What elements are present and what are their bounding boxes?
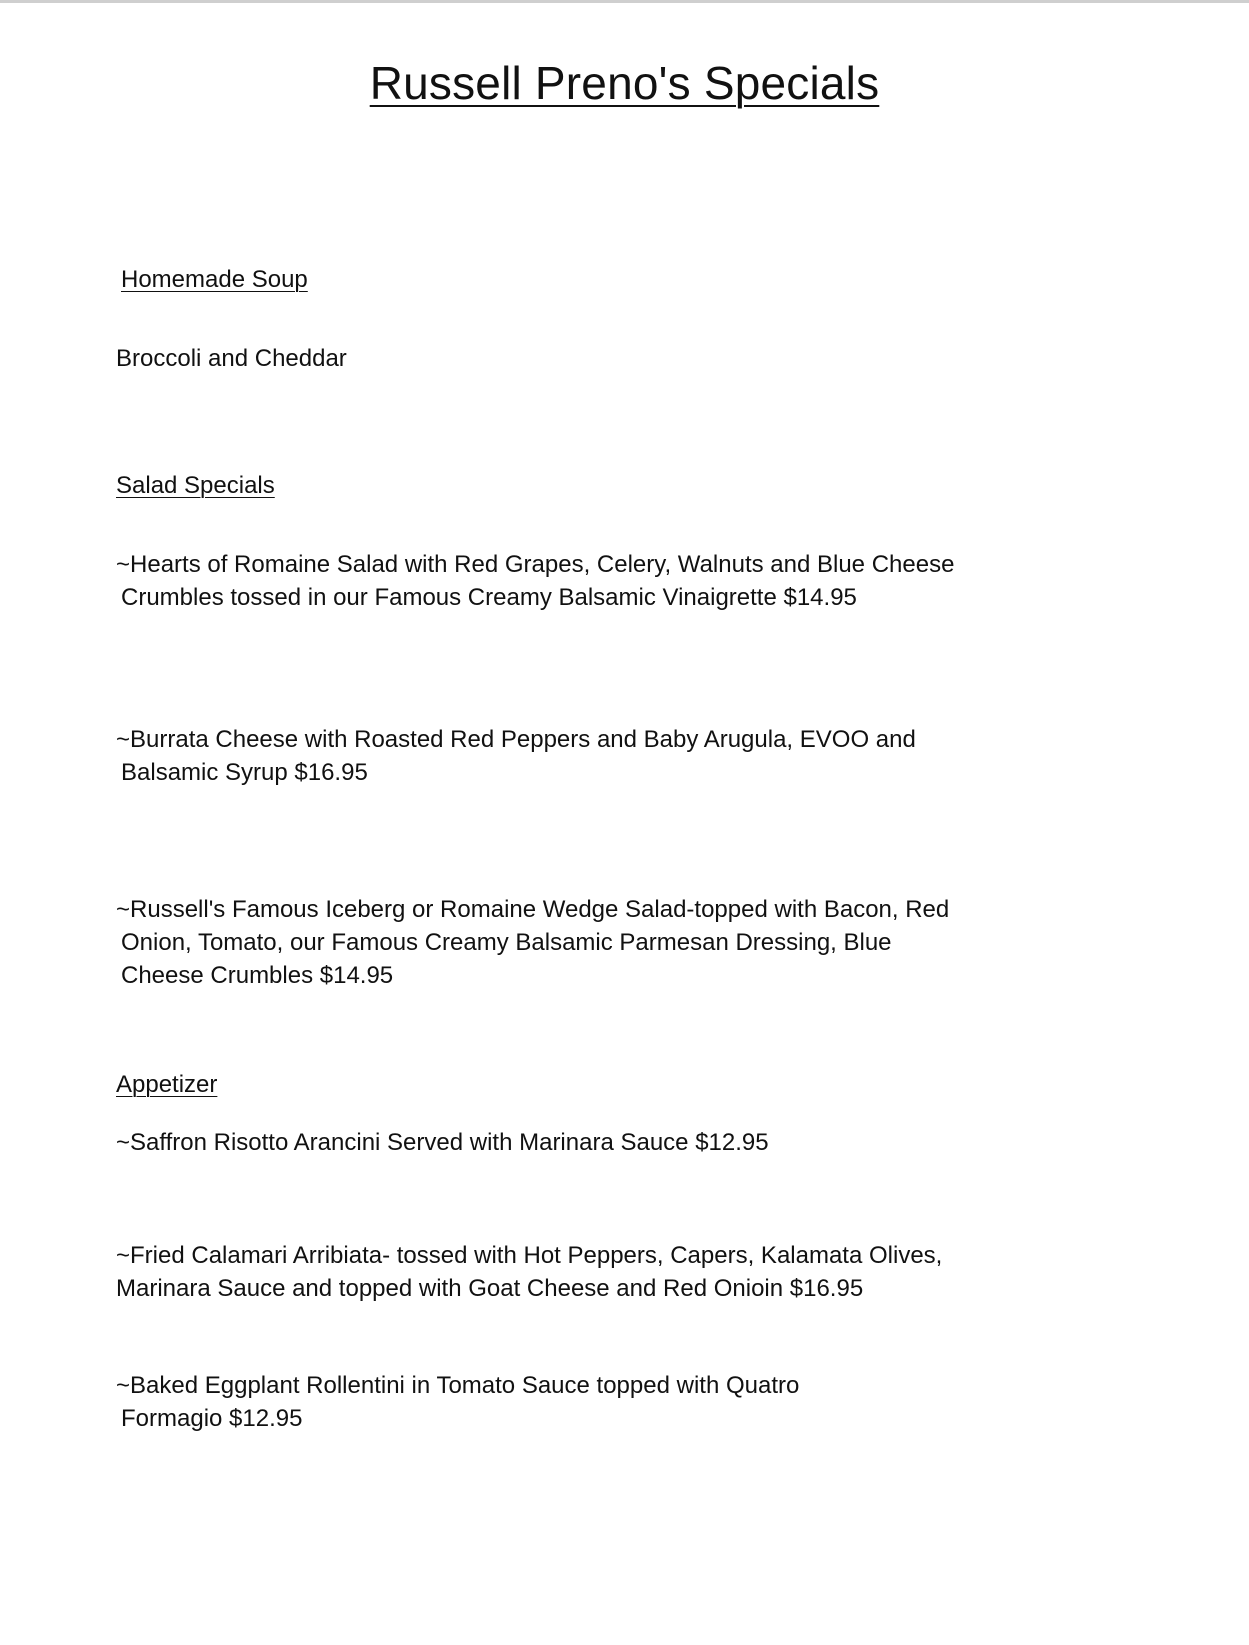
section-heading-appetizer: Appetizer (116, 1071, 218, 1098)
salad-item-3-line-1: ~Russell's Famous Iceberg or Romaine Wedge Salad-topped with Bacon, Red (116, 896, 950, 923)
appetizer-item-3 (116, 1369, 799, 1435)
salad-item-1-line-1: ~Hearts of Romaine Salad with Red Grapes, Celery, Walnuts and Blue Cheese (116, 551, 955, 578)
salad-item-2-line-2: Balsamic Syrup $16.95 (121, 759, 368, 786)
soup-item-line-1: Broccoli and Cheddar (116, 345, 347, 372)
appetizer-item-3-line-1: ~Baked Eggplant Rollentini in Tomato Sauce topped with Quatro (116, 1372, 800, 1399)
salad-item-2-line-1: ~Burrata Cheese with Roasted Red Peppers and Baby Arugula, EVOO and (116, 726, 916, 753)
appetizer-item-1 (116, 1126, 769, 1159)
section-heading-salad: Salad Specials (116, 472, 275, 499)
salad-item-3-line-2: Onion, Tomato, our Famous Creamy Balsamic Parmesan Dressing, Blue (121, 929, 892, 956)
top-border (0, 0, 1249, 3)
page-title: Russell Preno's Specials (369, 57, 880, 109)
salad-item-3 (116, 893, 949, 992)
appetizer-item-2-line-2: Marinara Sauce and topped with Goat Cheese and Red Onioin $16.95 (116, 1275, 864, 1302)
section-heading-soup: Homemade Soup (121, 266, 308, 293)
appetizer-item-1-line-1: ~Saffron Risotto Arancini Served with Marinara Sauce $12.95 (116, 1129, 769, 1156)
salad-item-1-line-2: Crumbles tossed in our Famous Creamy Balsamic Vinaigrette $14.95 (121, 584, 857, 611)
appetizer-item-3-line-2: Formagio $12.95 (121, 1405, 303, 1432)
soup-item (116, 342, 347, 375)
salad-item-2 (116, 723, 916, 789)
appetizer-item-2 (116, 1239, 942, 1305)
appetizer-item-2-line-1: ~Fried Calamari Arribiata- tossed with Hot Peppers, Capers, Kalamata Olives, (116, 1242, 943, 1269)
salad-item-3-line-3: Cheese Crumbles $14.95 (121, 962, 394, 989)
salad-item-1 (116, 548, 954, 614)
